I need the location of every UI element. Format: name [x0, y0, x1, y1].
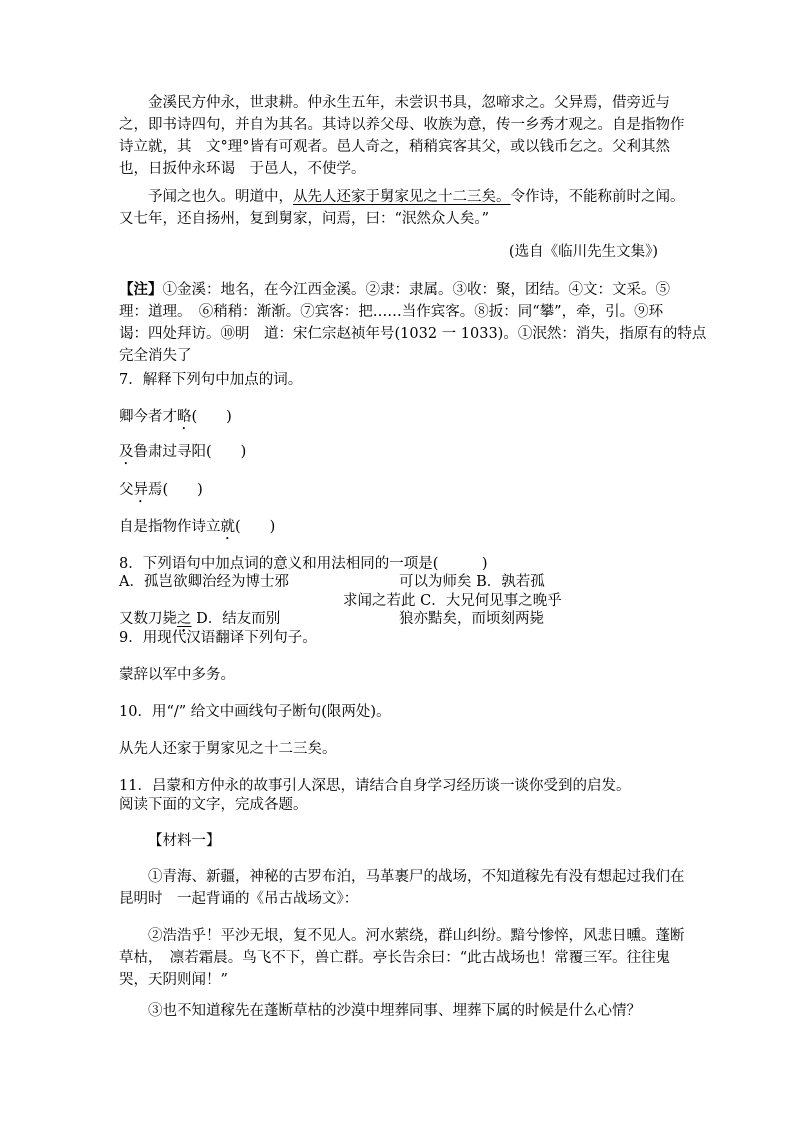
question-7-item: 卿今者才略( )	[119, 409, 232, 425]
text-line: 草枯， 凛若霜晨。鸟飞不下，兽亡群。亭长告余曰：“此古战场也！常覆三军。往往鬼	[119, 950, 671, 966]
question-9-title: 9．用现代汉语翻译下列句子。	[119, 630, 317, 646]
text-line: 完全消失了	[119, 348, 192, 364]
question-9-sentence: 蒙辞以军中多务。	[119, 667, 235, 683]
text-line: ①青海、新疆，神秘的古罗布泊，马革裹尸的战场，不知道稼先有没有想起过我们在	[148, 869, 685, 885]
option-a: A．孤岂欲卿治经为博士邪	[119, 574, 289, 590]
passage-paragraph-1	[119, 92, 685, 180]
material-label: 【材料一】	[148, 833, 221, 849]
passage-source: (选自《临川先生文集》)	[508, 244, 658, 260]
option-b-continued: 求闻之若此 C．大兄何见事之晚乎	[343, 593, 562, 609]
question-10-title: 10．用“/” 给文中画线句子断句(限两处)。	[119, 704, 391, 720]
text-line: 之，即书诗四句，并自为其名。其诗以养父母、收族为意，传一乡秀才观之。自是指物作	[119, 117, 685, 133]
passage-paragraph-2	[119, 186, 685, 230]
question-10-sentence: 从先人还家于舅家见之十二三矣。	[119, 741, 337, 757]
text-line: 金溪民方仲永，世隶耕。仲永生五年，未尝识书具，忽啼求之。父异焉，借旁近与	[148, 95, 670, 111]
text-line: 【注】①金溪：地名，在今江西金溪。②隶：隶属。③收：聚，团结。④文：文采。⑤	[119, 281, 670, 298]
underlined-sentence: 从先人还家于舅家见之十二三矣。	[293, 189, 511, 205]
option-d-continued: 狼亦黠矣，而顷刻两毙	[399, 611, 544, 627]
text-line: 昆明时 一起背诵的《吊古战场文》：	[119, 891, 359, 907]
question-8-title: 8．下列语句中加点词的意义和用法相同的一项是( )	[119, 556, 488, 572]
question-7-title: 7．解释下列句中加点的词。	[119, 372, 303, 388]
material-paragraph-1	[119, 866, 685, 910]
text-line: 诗立就，其 文°理°皆有可观者。邑人奇之，稍稍宾客其父，或以钱币乞之。父利其然	[119, 139, 670, 155]
material-paragraph-3: ③也不知道稼先在蓬断草枯的沙漠中埋葬同事、埋葬下属的时候是什么心情？	[148, 1003, 641, 1019]
text-line: 谒：四处拜访。⑩明 道：宋仁宗赵祯年号(1032 一 1033)。①泯然：消失，指原有的特点	[119, 326, 707, 342]
question-11-title: 11．吕蒙和方仲永的故事引人深思，请结合自身学习经历谈一谈你受到的启发。	[119, 778, 631, 794]
text-line: 予闻之也久。明道中，从先人还家于舅家见之十二三矣。令作诗，不能称前时之闻。	[148, 189, 685, 205]
text-line: 哭，天阴则闻！”	[119, 972, 228, 988]
question-7-item: 及鲁肃过寻阳( )	[119, 444, 247, 460]
question-7-item: 自是指物作诗立就( )	[119, 519, 276, 535]
notes-section	[119, 279, 707, 367]
material-paragraph-2	[119, 925, 685, 991]
option-c: 又数刀毙之 D．结友而别	[119, 611, 281, 627]
reading-instruction: 阅读下面的文字，完成各题。	[119, 797, 308, 813]
text-line: 又七年，还自扬州，复到舅家，问焉，曰：“泯然众人矣。”	[119, 211, 490, 227]
question-7-item: 父异焉( )	[119, 482, 203, 498]
option-a-continued: 可以为师矣 B．孰若孤	[399, 574, 545, 590]
text-line: ②浩浩乎！平沙无垠，复不见人。河水萦绕，群山纠纷。黯兮惨悴，风悲日曛。蓬断	[148, 928, 685, 944]
notes-label: 【注】	[119, 281, 163, 298]
text-line: 也，日扳仲永环谒 于邑人，不使学。	[119, 161, 366, 177]
text-line: 理：道理。 ⑥稍稍：渐渐。⑦宾客：把……当作宾客。⑧扳：同“攀”，牵，引。⑨环	[119, 304, 664, 320]
